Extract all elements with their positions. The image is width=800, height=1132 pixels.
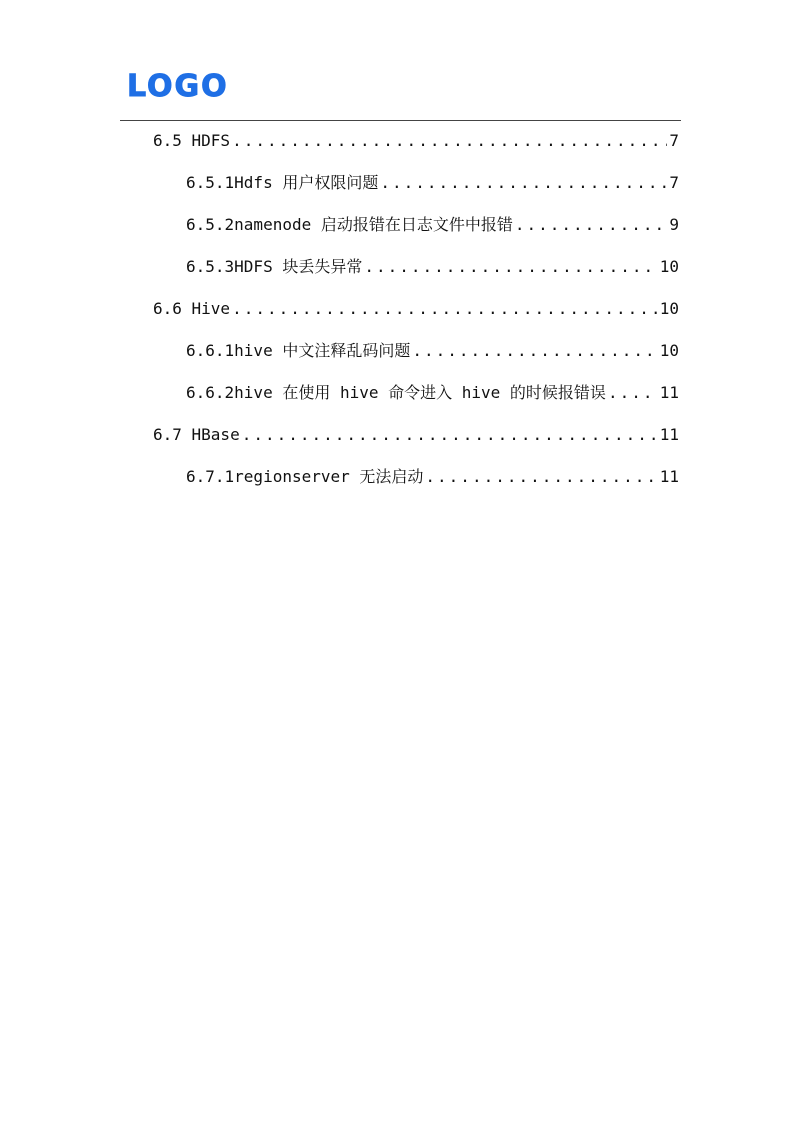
toc-entry-6-5-1[interactable] [186, 168, 679, 198]
toc-entry-page: 11 [659, 383, 679, 402]
header-divider [120, 120, 681, 121]
toc-entry-title: 6.7.1regionserver 无法启动 [186, 467, 424, 486]
toc-entry-title: 6.5.3HDFS 块丢失异常 [186, 257, 363, 276]
toc-entry-6-6-2[interactable] [186, 378, 679, 408]
toc-entry-title: 6.5.1Hdfs 用户权限问题 [186, 173, 379, 192]
toc-entry-page: 11 [659, 425, 679, 444]
toc-leader-dots [515, 210, 667, 240]
toc-entry-title: 6.7 HBase [153, 425, 240, 444]
toc-leader-dots [242, 420, 658, 450]
toc-entry-6-5-2[interactable] [186, 210, 679, 240]
toc-entry-title: 6.6.2hive 在使用 hive 命令进入 hive 的时候报错误 [186, 383, 606, 402]
toc-leader-dots [232, 126, 667, 156]
toc-entry-6-7[interactable] [153, 420, 679, 450]
toc-entry-title: 6.5.2namenode 启动报错在日志文件中报错 [186, 215, 513, 234]
toc-entry-6-6-1[interactable] [186, 336, 679, 366]
toc-entry-page: 10 [659, 299, 679, 318]
toc-entry-title: 6.6 Hive [153, 299, 231, 318]
toc-entry-6-5-3[interactable] [186, 252, 679, 282]
toc-leader-dots [425, 462, 657, 492]
toc-entry-6-6[interactable] [153, 294, 679, 324]
toc-entry-6-7-1[interactable] [186, 462, 679, 492]
toc-leader-dots [232, 294, 658, 324]
toc-entry-title: 6.6.1hive 中文注释乱码问题 [186, 341, 411, 360]
toc-entry-page: 7 [669, 173, 679, 192]
toc-leader-dots [412, 336, 657, 366]
logo: LOGO [127, 69, 229, 104]
toc-leader-dots [364, 252, 657, 282]
toc-entry-6-5[interactable] [153, 126, 679, 156]
toc-entry-page: 10 [659, 341, 679, 360]
toc-entry-page: 7 [669, 131, 679, 150]
toc-entry-page: 11 [659, 467, 679, 486]
toc-leader-dots [608, 378, 658, 408]
toc-leader-dots [380, 168, 667, 198]
toc-entry-page: 9 [669, 215, 679, 234]
toc-entry-title: 6.5 HDFS [153, 131, 231, 150]
toc-entry-page: 10 [659, 257, 679, 276]
